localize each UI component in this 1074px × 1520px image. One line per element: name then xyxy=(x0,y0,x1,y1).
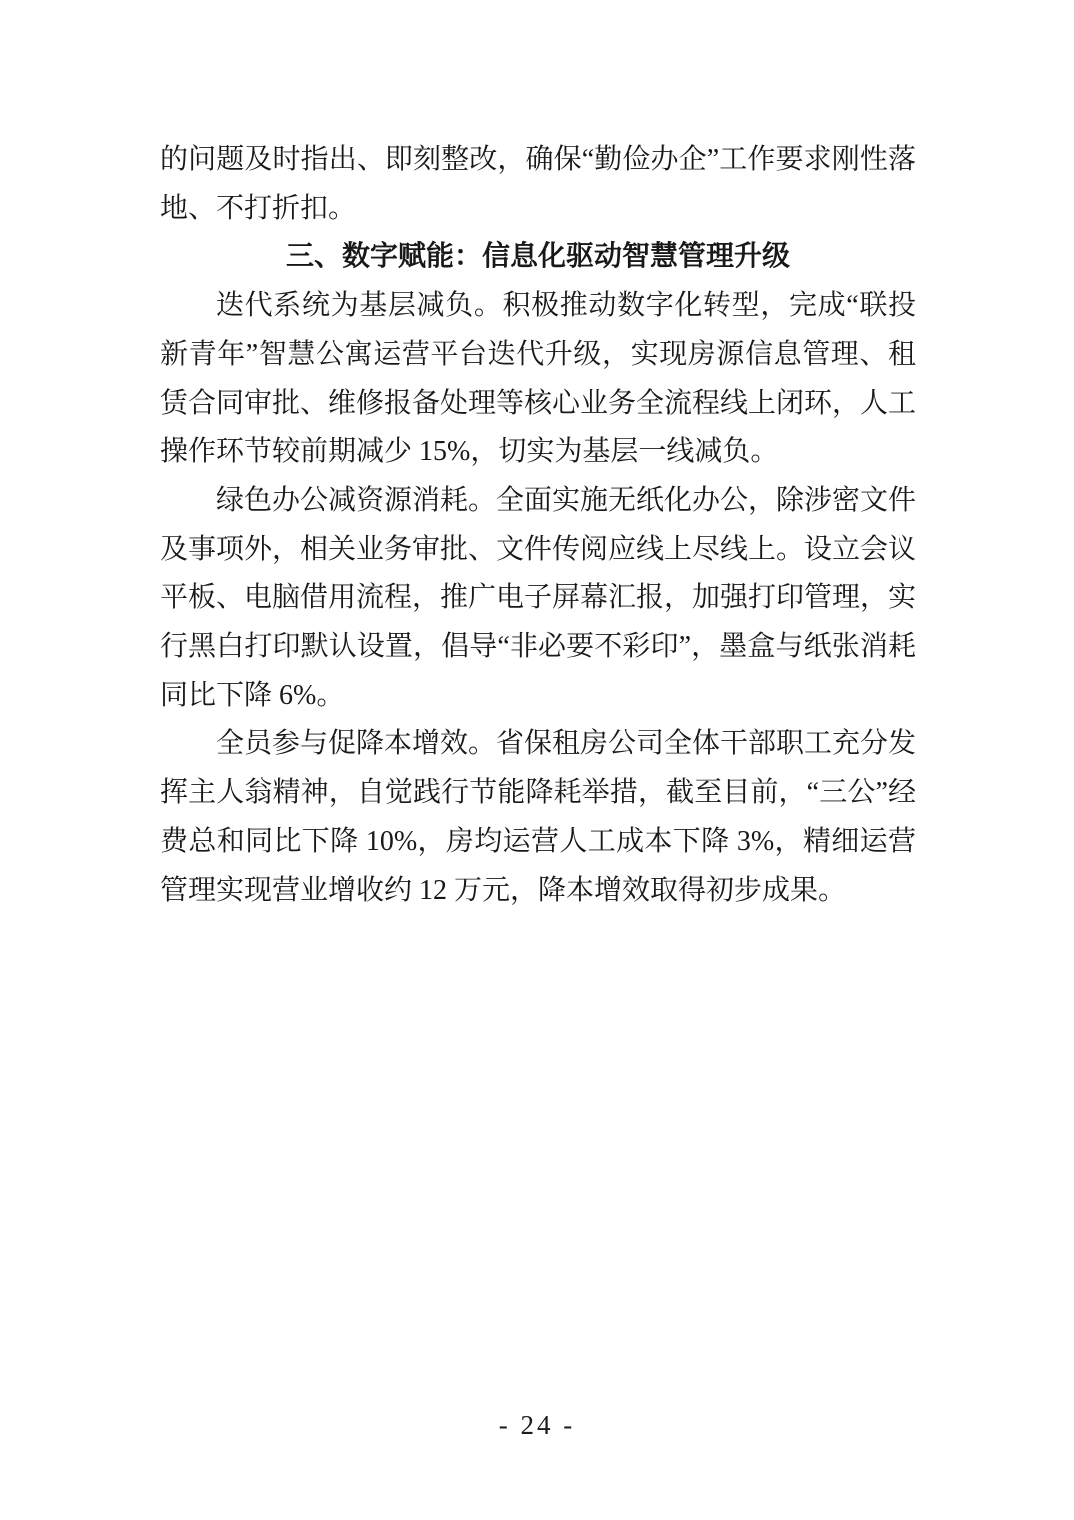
section-heading: 三、数字赋能：信息化驱动智慧管理升级 xyxy=(285,241,790,273)
page-number: - 24 - xyxy=(498,1410,576,1440)
document-body xyxy=(160,136,916,915)
paragraph-continuation: 的问题及时指出、即刻整改，确保“勤俭办企”工作要求刚性落地、不打折扣。 xyxy=(160,144,916,224)
paragraph-cost-reduction: 全员参与促降本增效。省保租房公司全体干部职工充分发挥主人翁精神，自觉践行节能降耗举措，截至目前，“三公”经费总和同比下降 10%，房均运营人工成本下降 3%，精细运营管理实现营业增收约 12 万元，降本增效取得初步成果。 xyxy=(160,728,917,906)
paragraph-digital-system: 迭代系统为基层减负。积极推动数字化转型，完成“联投新青年”智慧公寓运营平台迭代升级，实现房源信息管理、租赁合同审批、维修报备处理等核心业务全流程线上闭环，人工操作环节较前期减少 15%，切实为基层一线减负。 xyxy=(160,290,917,468)
paragraph-green-office: 绿色办公减资源消耗。全面实施无纸化办公，除涉密文件及事项外，相关业务审批、文件传阅应线上尽线上。设立会议平板、电脑借用流程，推广电子屏幕汇报，加强打印管理，实行黑白打印默认设置，倡导“非必要不彩印”，墨盒与纸张消耗同比下降 6%。 xyxy=(160,484,917,711)
